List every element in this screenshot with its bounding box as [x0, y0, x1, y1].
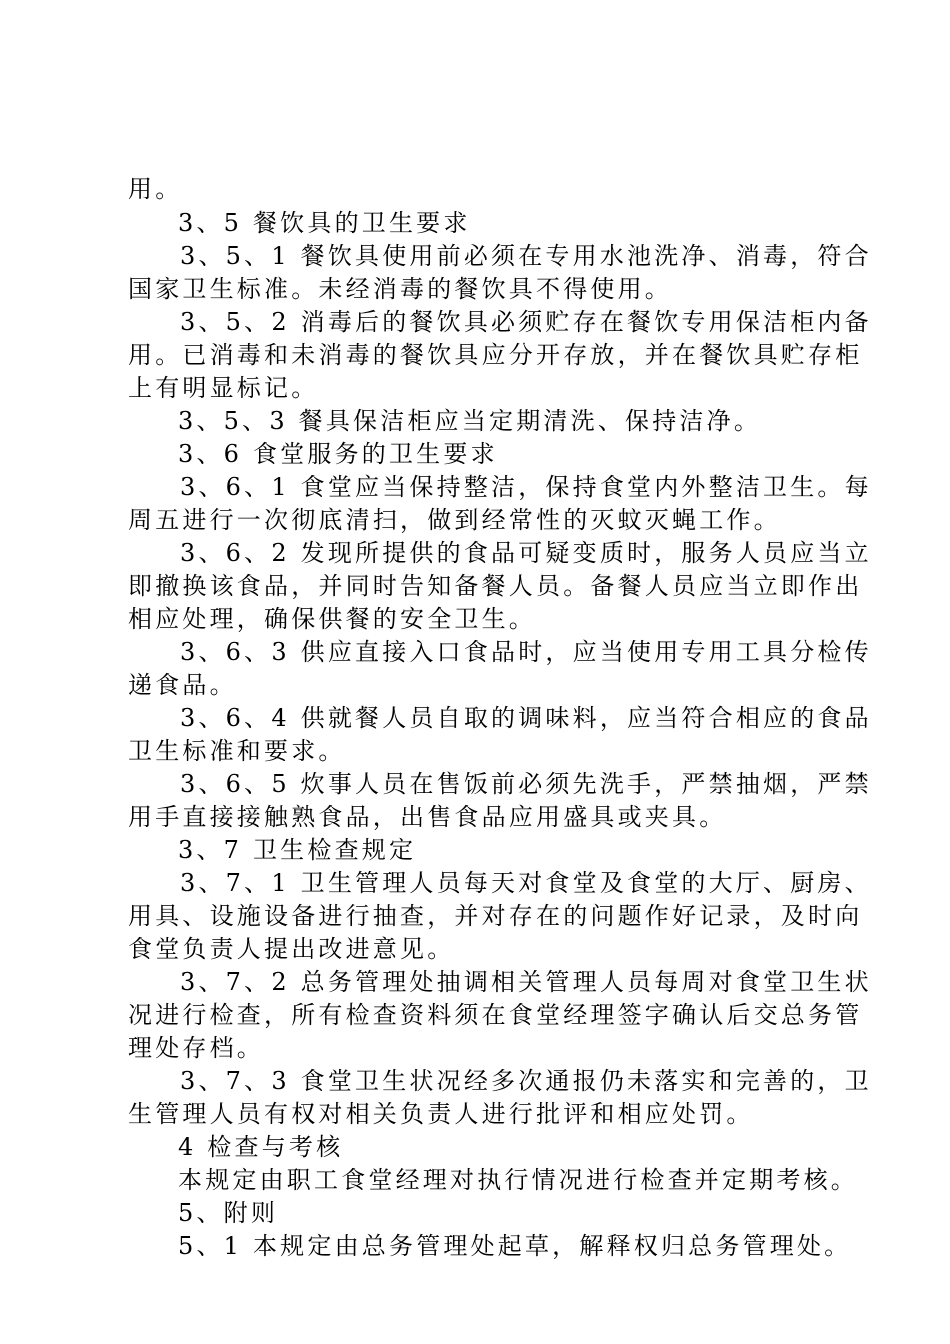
text-line: 食堂负责人提出改进意见。	[128, 935, 455, 963]
text-line: 3、7、3 食堂卫生状况经多次通报仍未落实和完善的，卫	[180, 1067, 872, 1095]
text-line: 即撤换该食品，并同时告知备餐人员。备餐人员应当立即作出	[128, 572, 863, 600]
text-line: 国家卫生标准。未经消毒的餐饮具不得使用。	[128, 275, 672, 303]
text-line: 3、5、3 餐具保洁柜应当定期清洗、保持洁净。	[178, 407, 762, 435]
text-line: 3、5、2 消毒后的餐饮具必须贮存在餐饮专用保洁柜内备	[180, 308, 872, 336]
text-line: 卫生标准和要求。	[128, 737, 346, 765]
section-heading: 3、5 餐饮具的卫生要求	[178, 209, 471, 237]
text-line: 况进行检查，所有检查资料须在食堂经理签字确认后交总务管	[128, 1001, 863, 1029]
text-line: 5、1 本规定由总务管理处起草，解释权归总务管理处。	[178, 1232, 852, 1260]
text-line: 3、6、3 供应直接入口食品时，应当使用专用工具分检传	[180, 638, 872, 666]
section-heading: 3、6 食堂服务的卫生要求	[178, 440, 498, 468]
text-line: 理处存档。	[128, 1034, 264, 1062]
text-line: 周五进行一次彻底清扫，做到经常性的灭蚊灭蝇工作。	[128, 506, 781, 534]
text-line: 3、6、2 发现所提供的食品可疑变质时，服务人员应当立	[180, 539, 872, 567]
text-line: 生管理人员有权对相关负责人进行批评和相应处罚。	[128, 1100, 754, 1128]
section-heading: 5、附则	[178, 1199, 279, 1227]
text-line: 用手直接接触熟食品，出售食品应用盛具或夹具。	[128, 803, 727, 831]
text-line: 递食品。	[128, 671, 237, 699]
text-line: 3、7、1 卫生管理人员每天对食堂及食堂的大厅、厨房、	[180, 869, 872, 897]
text-line: 用具、设施设备进行抽查，并对存在的问题作好记录，及时向	[128, 902, 863, 930]
section-heading: 3、7 卫生检查规定	[178, 836, 417, 864]
text-line: 3、6、4 供就餐人员自取的调味料，应当符合相应的食品	[180, 704, 872, 732]
text-line: 3、6、1 食堂应当保持整洁，保持食堂内外整洁卫生。每	[180, 473, 872, 501]
text-line: 本规定由职工食堂经理对执行情况进行检查并定期考核。	[178, 1166, 858, 1194]
section-heading: 4 检查与考核	[178, 1133, 344, 1161]
text-line: 用。	[128, 175, 183, 203]
text-line: 上有明显标记。	[128, 374, 319, 402]
text-line: 相应处理，确保供餐的安全卫生。	[128, 605, 536, 633]
text-line: 用。已消毒和未消毒的餐饮具应分开存放，并在餐饮具贮存柜	[128, 341, 863, 369]
text-line: 3、5、1 餐饮具使用前必须在专用水池洗净、消毒，符合	[180, 242, 872, 270]
text-line: 3、7、2 总务管理处抽调相关管理人员每周对食堂卫生状	[180, 968, 872, 996]
text-line: 3、6、5 炊事人员在售饭前必须先洗手，严禁抽烟，严禁	[180, 770, 872, 798]
